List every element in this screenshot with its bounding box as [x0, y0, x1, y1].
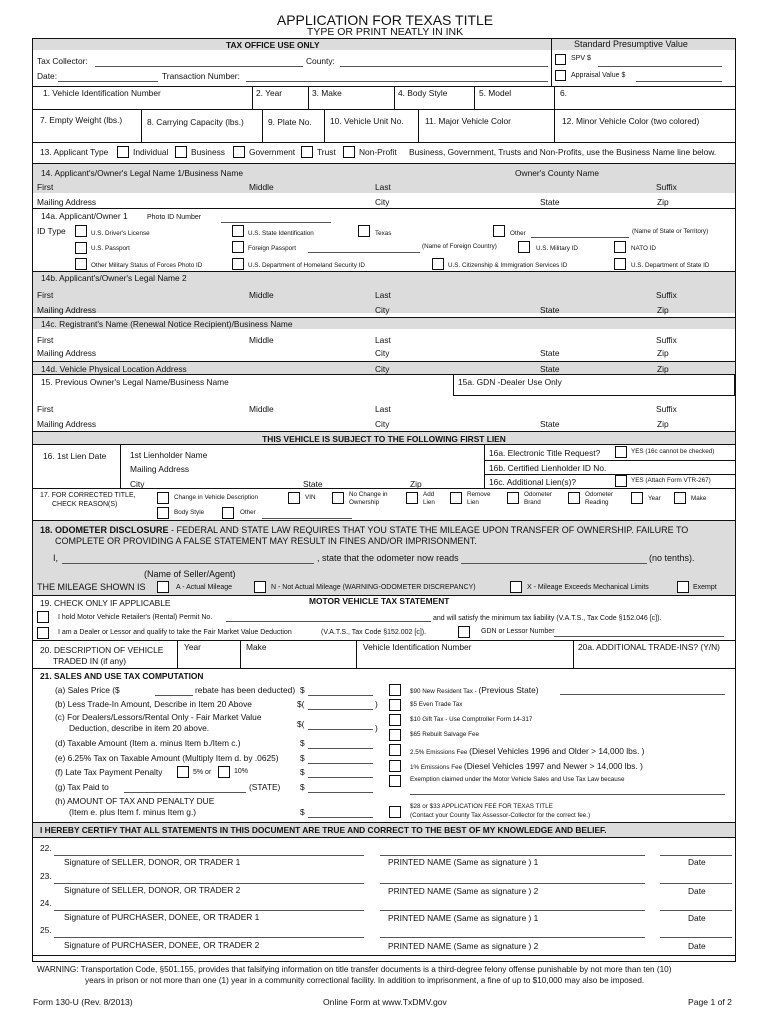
owner-zip-label: Zip — [657, 197, 669, 207]
owner-middle-label: Middle — [249, 182, 274, 192]
tax-paid-line[interactable] — [308, 792, 373, 793]
sales-price-line[interactable] — [308, 695, 373, 696]
emissions-1-checkbox[interactable] — [389, 760, 401, 772]
date-label: Date: — [37, 71, 58, 81]
seller1-printed-label: PRINTED NAME (Same as signature ) 1 — [388, 857, 539, 867]
owner-city-label: City — [375, 197, 390, 207]
dealer-label: I am a Dealer or Lessor and qualify to take the Fair Market Value Deduction — [58, 629, 292, 636]
owner-suffix-label: Suffix — [656, 182, 677, 192]
odometer-reading-line[interactable] — [461, 563, 647, 564]
sig-25-num: 25. — [40, 925, 52, 935]
add-lien-label-2: Lien — [423, 499, 435, 506]
tax-paid-label: (g) Tax Paid to — [55, 782, 109, 792]
new-resident-text: $90 New Resident Tax - — [410, 688, 477, 695]
add-lien-label-1: Add — [423, 491, 435, 498]
dealer-checkbox[interactable] — [37, 627, 49, 639]
rebuilt-salvage-checkbox[interactable] — [389, 729, 401, 741]
us-state-id-checkbox[interactable] — [232, 225, 244, 237]
owner-first-label: First — [37, 182, 54, 192]
trade-in-label-2: TRADED IN (if any) — [53, 656, 127, 666]
exemption-checkbox[interactable] — [389, 775, 401, 787]
change-desc-checkbox[interactable] — [157, 492, 169, 504]
previous-owner-label: 15. Previous Owner's Legal Name/Business Name — [41, 377, 229, 387]
dealer-vats-label: (V.A.T.S., Tax Code §152.002 [c]). — [321, 629, 427, 636]
registrant-last-label: Last — [375, 335, 391, 345]
gdn-lessor-label: GDN or Lessor Number — [481, 628, 555, 635]
appraisal-checkbox[interactable] — [555, 70, 566, 81]
fmv-dollar: $( — [297, 719, 305, 729]
penalty-line[interactable] — [308, 777, 373, 778]
registrant-mailing-label: Mailing Address — [37, 348, 97, 358]
other-label: Other — [510, 230, 526, 237]
other-correct-label: Other — [240, 509, 256, 516]
even-trade-label: $5 Even Trade Tax — [410, 701, 463, 708]
office-header: TAX OFFICE USE ONLY — [226, 40, 320, 50]
emissions-1-text: 1% Emissions Fee — [410, 764, 463, 771]
emissions-25-tail: (Diesel Vehicles 1996 and Older > 14,000 lbs. ) — [469, 746, 645, 756]
year-correct-checkbox[interactable] — [631, 492, 643, 504]
page-number: Page 1 of 2 — [688, 997, 732, 1007]
odometer-reading-label-2: Reading — [585, 499, 609, 506]
prev-first-label: First — [37, 404, 54, 414]
individual-checkbox[interactable] — [117, 146, 129, 158]
trust-checkbox[interactable] — [301, 146, 313, 158]
seller2-printed-line[interactable] — [380, 883, 645, 884]
purchaser2-signature-label: Signature of PURCHASER, DONEE, OR TRADER 2 — [64, 940, 260, 950]
seller2-printed-label: PRINTED NAME (Same as signature ) 2 — [388, 886, 539, 896]
other-state-line[interactable] — [531, 237, 629, 238]
trust-label: Trust — [317, 147, 336, 157]
purchaser2-date-label: Date — [688, 941, 706, 951]
tax-statement-header: MOTOR VEHICLE TAX STATEMENT — [309, 596, 450, 606]
additional-yes-checkbox[interactable] — [615, 475, 627, 487]
odometer-tenths: (no tenths). — [649, 553, 695, 563]
lien-zip-label: Zip — [410, 479, 422, 489]
not-actual-checkbox[interactable] — [254, 581, 266, 593]
other-military-checkbox[interactable] — [75, 258, 87, 270]
trade-vin-label: Vehicle Identification Number — [363, 642, 472, 652]
remove-lien-label-2: Lien — [467, 499, 479, 506]
fmv-label-2: Deduction, describe in item 20 above. — [69, 723, 210, 733]
rebate-line[interactable] — [155, 695, 193, 696]
actual-mileage-label: A - Actual Mileage — [176, 584, 233, 591]
lien-city-label: City — [130, 479, 145, 489]
permit-checkbox[interactable] — [37, 611, 49, 623]
taxable-amount-line[interactable] — [308, 748, 373, 749]
individual-label: Individual — [133, 147, 169, 157]
rebuilt-salvage-label: $65 Rebuilt Salvage Fee — [410, 731, 479, 738]
amount-due-dollar: $ — [300, 807, 305, 817]
permit-number-line[interactable] — [226, 621, 431, 622]
no-change-label-2: Ownership — [349, 499, 380, 506]
online-form-link[interactable]: Online Form at www.TxDMV.gov — [323, 997, 447, 1007]
sales-price-dollar: $ — [300, 685, 305, 695]
exempt-checkbox[interactable] — [677, 581, 689, 593]
emissions-1-tail: (Diesel Vehicles 1997 and Newer > 14,000 lbs. ) — [463, 761, 643, 771]
state-territory-label: (Name of State or Territory) — [632, 228, 709, 235]
county-line[interactable] — [340, 66, 548, 67]
plate-no-label: 9. Plate No. — [268, 117, 312, 127]
penalty-10-checkbox[interactable] — [218, 766, 230, 778]
transaction-line[interactable] — [246, 81, 548, 82]
other-checkbox[interactable] — [493, 225, 505, 237]
seller2-date-line[interactable] — [660, 883, 732, 884]
minor-color-label: 12. Minor Vehicle Color (two colored) — [562, 116, 700, 126]
seller2-signature-line[interactable] — [54, 883, 364, 884]
owner2-label: 14b. Applicant's/Owner's Legal Name 2 — [41, 273, 187, 283]
foreign-country-label: (Name of Foreign Country) — [422, 243, 497, 250]
owner-state-label: State — [540, 197, 560, 207]
emissions-25-checkbox[interactable] — [389, 744, 401, 756]
owner2-city-label: City — [375, 305, 390, 315]
appraisal-line[interactable] — [636, 81, 722, 82]
county-label: County: — [306, 56, 335, 66]
vin-correct-label: VIN — [305, 494, 316, 501]
trade-in-dollar: $( — [297, 699, 305, 709]
location-zip-label: Zip — [657, 364, 669, 374]
owner-mailing-label: Mailing Address — [37, 197, 97, 207]
unit-no-label: 10. Vehicle Unit No. — [330, 116, 404, 126]
emissions-25-label — [410, 747, 644, 756]
penalty-5-checkbox[interactable] — [177, 766, 189, 778]
lienholder-name-label: 1st Lienholder Name — [130, 450, 208, 460]
prev-last-label: Last — [375, 404, 391, 414]
electronic-yes-checkbox[interactable] — [615, 446, 627, 458]
foreign-country-line[interactable] — [308, 252, 420, 253]
year-correct-label: Year — [648, 495, 661, 502]
change-desc-label: Change in Vehicle Description — [174, 494, 259, 501]
penalty-10-label: 10% — [234, 768, 249, 775]
appraisal-label: Appraisal Value $ — [571, 72, 626, 79]
taxable-dollar: $ — [300, 738, 305, 748]
seller-agent-label: (Name of Seller/Agent) — [144, 569, 236, 579]
form-number: Form 130-U (Rev. 8/2013) — [33, 997, 133, 1007]
prev-city-label: City — [375, 419, 390, 429]
owner2-middle-label: Middle — [249, 290, 274, 300]
major-color-label: 11. Major Vehicle Color — [425, 116, 511, 126]
permit-label: I hold Motor Vehicle Retailer's (Rental) Permit No. — [58, 614, 213, 621]
exemption-line[interactable] — [410, 794, 725, 795]
gift-tax-checkbox[interactable] — [389, 714, 401, 726]
sales-tax-header: 21. SALES AND USE TAX COMPUTATION — [40, 671, 204, 681]
purchaser2-date-line[interactable] — [660, 937, 732, 938]
lien-header: THIS VEHICLE IS SUBJECT TO THE FOLLOWING FIRST LIEN — [262, 434, 506, 444]
location-city-label: City — [375, 364, 390, 374]
amount-due-label-2: (Item e. plus Item f. minus Item g.) — [69, 807, 197, 817]
make-correct-checkbox[interactable] — [674, 492, 686, 504]
sig-22-num: 22. — [40, 843, 52, 853]
applicant-owner1-label: 14a. Applicant/Owner 1 — [41, 211, 128, 221]
odometer-brand-label-2: Brand — [524, 499, 541, 506]
amount-due-label-1: (h) AMOUNT OF TAX AND PENALTY DUE — [55, 796, 215, 806]
government-checkbox[interactable] — [233, 146, 245, 158]
us-passport-label: U.S. Passport — [91, 245, 130, 252]
app-fee-label: $28 or $33 APPLICATION FEE FOR TEXAS TITLE — [410, 803, 553, 810]
permit-tail-label: and will satisfy the minimum tax liability (V.A.T.S., Tax Code §152.046 [c]). — [433, 615, 662, 622]
nato-checkbox[interactable] — [614, 241, 626, 253]
body-style-label: 4. Body Style — [398, 88, 448, 98]
transaction-label: Transaction Number: — [162, 71, 240, 81]
prev-state-label: State — [540, 419, 560, 429]
presumptive-header: Standard Presumptive Value — [574, 39, 688, 49]
gift-tax-label: $10 Gift Tax - Use Comptroller Form 14-317 — [410, 716, 533, 723]
us-military-label: U.S. Military ID — [536, 245, 578, 252]
registrant-middle-label: Middle — [249, 335, 274, 345]
business-checkbox[interactable] — [175, 146, 187, 158]
odometer-reading-checkbox[interactable] — [568, 492, 580, 504]
seller2-date-label: Date — [688, 886, 706, 896]
nonprofit-checkbox[interactable] — [343, 146, 355, 158]
no-change-label-1: No Change in — [349, 491, 388, 498]
tax-amount-label: (e) 6.25% Tax on Taxable Amount (Multiply Item d. by .0625) — [55, 753, 279, 763]
tax-collector-label: Tax Collector: — [37, 56, 88, 66]
body-style-checkbox[interactable] — [157, 507, 169, 519]
odometer-disclosure — [40, 526, 688, 535]
us-state-id-label: U.S. State Identification — [248, 230, 314, 237]
owner2-zip-label: Zip — [657, 305, 669, 315]
new-resident-previous: (Previous State) — [478, 685, 539, 695]
exceeds-checkbox[interactable] — [510, 581, 522, 593]
taxable-amount-label: (d) Taxable Amount (Item a. minus Item b./Item c.) — [55, 738, 241, 748]
owner2-state-label: State — [540, 305, 560, 315]
seller1-date-line[interactable] — [660, 855, 732, 856]
odometer-reading-label-1: Odometer — [585, 491, 613, 498]
us-passport-checkbox[interactable] — [75, 242, 87, 254]
purchaser1-signature-label: Signature of PURCHASER, DONEE, OR TRADER 1 — [64, 912, 260, 922]
owner2-suffix-label: Suffix — [656, 290, 677, 300]
registrant-zip-label: Zip — [657, 348, 669, 358]
new-resident-checkbox[interactable] — [389, 684, 401, 696]
tax-amount-line[interactable] — [308, 763, 373, 764]
applicant-type-note: Business, Government, Trusts and Non-Profits, use the Business Name line below. — [409, 147, 717, 157]
exemption-label: Exemption claimed under the Motor Vehicle Sales and Use Tax Law because — [410, 776, 625, 783]
warning-line-2: years in prison or not more than one (1) year in a community correctional facility. In addition to imprisonment, a fine of up to $10,000 may also be imposed. — [85, 976, 645, 985]
even-trade-checkbox[interactable] — [389, 699, 401, 711]
corrected-label-1: 17. FOR CORRECTED TITLE, — [40, 492, 136, 499]
penalty-5-label: 5% or — [193, 769, 212, 776]
spv-label: SPV $ — [571, 55, 591, 62]
odometer-state-reads: , state that the odometer now reads — [317, 553, 459, 563]
physical-location-label: 14d. Vehicle Physical Location Address — [41, 364, 187, 374]
trade-in-close-paren: ) — [375, 699, 378, 709]
owner-last-label: Last — [375, 182, 391, 192]
prev-suffix-label: Suffix — [656, 404, 677, 414]
owner-county-label: Owner's County Name — [515, 168, 599, 178]
no-change-checkbox[interactable] — [332, 492, 344, 504]
trade-in-amount-line[interactable] — [308, 709, 373, 710]
additional-trade-ins-label: 20a. ADDITIONAL TRADE-INS? (Y/N) — [578, 642, 720, 652]
rebate-label: rebate has been deducted) — [195, 685, 296, 695]
texas-checkbox[interactable] — [358, 225, 370, 237]
us-military-checkbox[interactable] — [518, 241, 530, 253]
other-military-label: Other Military Status of Forces Photo ID — [91, 262, 203, 269]
seller1-printed-line[interactable] — [380, 855, 645, 856]
vin-checkbox[interactable] — [288, 492, 300, 504]
location-state-label: State — [540, 364, 560, 374]
prev-zip-label: Zip — [657, 419, 669, 429]
sig-24-num: 24. — [40, 898, 52, 908]
owner-legal-label: 14. Applicant's/Owner's Legal Name 1/Business Name — [41, 168, 243, 178]
previous-state-line[interactable] — [560, 694, 725, 695]
date-line[interactable] — [58, 81, 158, 82]
fmv-label-1: (c) For Dealers/Lessors/Rental Only - Fair Market Value — [55, 712, 262, 722]
make-label: 3. Make — [312, 88, 342, 98]
homeland-checkbox[interactable] — [232, 258, 244, 270]
us-dl-label: U.S. Driver's License — [91, 230, 150, 237]
odometer-i: I, — [53, 553, 59, 563]
remove-lien-label-1: Remove — [467, 491, 491, 498]
business-label: Business — [191, 147, 225, 157]
owner2-last-label: Last — [375, 290, 391, 300]
actual-mileage-checkbox[interactable] — [157, 581, 169, 593]
app-fee-contact: (Contact your County Tax Assessor-Collector for the correct fee.) — [410, 812, 591, 819]
remove-lien-checkbox[interactable] — [450, 492, 462, 504]
tax-paid-state-line[interactable] — [124, 792, 246, 793]
exempt-label: Exempt — [693, 584, 717, 591]
app-fee-checkbox[interactable] — [389, 806, 401, 818]
seller2-signature-label: Signature of SELLER, DONOR, OR TRADER 2 — [64, 885, 241, 895]
us-dl-checkbox[interactable] — [75, 225, 87, 237]
warning-line-1: WARNING: Transportation Code, §501.155, provides that falsifying information on title transfer documents is a third-degree felony offense punishable by not more than ten (10) — [37, 965, 672, 974]
photo-id-label: Photo ID Number — [147, 214, 202, 221]
not-actual-label: N - Not Actual Mileage (WARNING-ODOMETER DISCREPANCY) — [271, 584, 476, 591]
new-resident-label — [410, 686, 539, 695]
exceeds-label: X - Mileage Exceeds Mechanical Limits — [527, 584, 649, 591]
trade-in-amount-label: (b) Less Trade-In Amount, Describe in Item 20 Above — [55, 699, 252, 709]
purchaser2-printed-line[interactable] — [380, 937, 645, 938]
registrant-suffix-label: Suffix — [656, 335, 677, 345]
registrant-city-label: City — [375, 348, 390, 358]
tax-paid-dollar: $ — [300, 782, 305, 792]
odometer-brand-label-1: Odometer — [524, 491, 552, 498]
trade-in-label-1: 20. DESCRIPTION OF VEHICLE — [40, 645, 164, 655]
applicant-type-label: 13. Applicant Type — [40, 147, 109, 157]
lien-state-label: State — [303, 479, 323, 489]
seller1-date-label: Date — [688, 857, 706, 867]
spv-line[interactable] — [598, 66, 722, 67]
odometer-text1: - FEDERAL AND STATE LAW REQUIRES THAT YOU STATE THE MILEAGE UPON TRANSFER OF OWNERSHIP. FAILURE TO — [168, 525, 689, 535]
electronic-yes-label: YES (16c cannot be checked) — [631, 448, 715, 455]
nato-label: NATO ID — [631, 245, 656, 252]
trade-make-label: Make — [246, 642, 267, 652]
odometer-brand-checkbox[interactable] — [507, 492, 519, 504]
mileage-shown-label: THE MILEAGE SHOWN IS — [37, 582, 146, 592]
model-label: 5. Model — [479, 88, 512, 98]
odometer-title: 18. ODOMETER DISCLOSURE — [40, 525, 169, 535]
purchaser2-signature-line[interactable] — [54, 937, 364, 938]
seller1-signature-label: Signature of SELLER, DONOR, OR TRADER 1 — [64, 857, 241, 867]
lien-mailing-label: Mailing Address — [130, 464, 190, 474]
form-title: APPLICATION FOR TEXAS TITLE — [276, 12, 494, 28]
foreign-passport-checkbox[interactable] — [232, 241, 244, 253]
corrected-label-2: CHECK REASON(S) — [52, 501, 118, 508]
emissions-1-label — [410, 762, 643, 771]
citizenship-label: U.S. Citizenship & Immigration Services ID — [448, 262, 568, 269]
prev-middle-label: Middle — [249, 404, 274, 414]
registrant-first-label: First — [37, 335, 54, 345]
nonprofit-label: Non-Profit — [359, 147, 397, 157]
gdn-label: 15a. GDN -Dealer Use Only — [458, 377, 562, 387]
additional-lien-label: 16c. Additional Lien(s)? — [489, 477, 577, 487]
id-type-label: ID Type — [37, 226, 66, 236]
purchaser1-printed-label: PRINTED NAME (Same as signature ) 1 — [388, 913, 539, 923]
emissions-25-text: 2.5% Emissions Fee — [410, 749, 468, 756]
homeland-label: U.S. Department of Homeland Security ID — [248, 262, 365, 269]
vin-label: 1. Vehicle Identification Number — [43, 88, 161, 98]
amount-due-line[interactable] — [308, 817, 373, 818]
registrant-label: 14c. Registrant's Name (Renewal Notice Recipient)/Business Name — [41, 319, 293, 329]
purchaser2-printed-label: PRINTED NAME (Same as signature ) 2 — [388, 941, 539, 951]
tax-collector-line[interactable] — [95, 66, 303, 67]
certified-lienholder-label: 16b. Certified Lienholder ID No. — [489, 463, 607, 473]
odometer-text2: COMPLETE OR PROVIDING A FALSE STATEMENT MAY RESULT IN FINES AND/OR IMPRISONMENT. — [55, 536, 477, 546]
purchaser1-date-label: Date — [688, 913, 706, 923]
prev-mailing-label: Mailing Address — [37, 419, 97, 429]
dept-state-label: U.S. Department of State ID — [631, 262, 710, 269]
trade-year-label: Year — [184, 642, 201, 652]
gdn-lessor-line[interactable] — [554, 636, 724, 637]
purchaser1-signature-line[interactable] — [54, 910, 364, 911]
additional-yes-label: YES (Attach Form VTR-267) — [631, 477, 711, 484]
citizenship-checkbox[interactable] — [432, 258, 444, 270]
penalty-dollar: $ — [300, 767, 305, 777]
photo-id-line[interactable] — [221, 222, 331, 223]
body-style-correct-label: Body Style — [174, 509, 205, 516]
purchaser1-date-line[interactable] — [660, 910, 732, 911]
owner2-mailing-label: Mailing Address — [37, 305, 97, 315]
carrying-capacity-label: 8. Carrying Capacity (lbs.) — [147, 117, 244, 127]
year-label: 2. Year — [256, 88, 283, 98]
electronic-title-label: 16a. Electronic Title Request? — [489, 448, 601, 458]
tax-paid-state-label: (STATE) — [249, 782, 281, 792]
fmv-line[interactable] — [308, 729, 373, 730]
dept-state-checkbox[interactable] — [614, 258, 626, 270]
owner2-first-label: First — [37, 290, 54, 300]
tax-amount-dollar: $ — [300, 753, 305, 763]
certify-statement: I HEREBY CERTIFY THAT ALL STATEMENTS IN THIS DOCUMENT ARE TRUE AND CORRECT TO THE BEST OF MY KNOWLEDGE AND BELIEF. — [40, 825, 607, 835]
purchaser1-printed-line[interactable] — [380, 910, 645, 911]
check-applicable-label: 19. CHECK ONLY IF APPLICABLE — [40, 598, 171, 608]
other-correct-line[interactable] — [262, 518, 352, 519]
add-lien-checkbox[interactable] — [406, 492, 418, 504]
late-penalty-label: (f) Late Tax Payment Penalty — [55, 767, 163, 777]
sig-23-num: 23. — [40, 871, 52, 881]
fmv-close-paren: ) — [375, 723, 378, 733]
sales-price-label: (a) Sales Price ($ — [55, 685, 120, 695]
registrant-state-label: State — [540, 348, 560, 358]
spv-checkbox[interactable] — [555, 54, 566, 65]
make-correct-label: Make — [691, 495, 707, 502]
lien-date-label: 16. 1st Lien Date — [43, 451, 107, 461]
texas-label: Texas — [375, 230, 392, 237]
other-correct-checkbox[interactable] — [222, 507, 234, 519]
government-label: Government — [249, 147, 296, 157]
item6-label: 6. — [560, 88, 567, 98]
empty-weight-label: 7. Empty Weight (lbs.) — [40, 115, 123, 125]
gdn-lessor-checkbox[interactable] — [458, 626, 470, 638]
foreign-passport-label: Foreign Passport — [248, 245, 296, 252]
seller1-signature-line[interactable] — [54, 855, 364, 856]
form-subtitle: TYPE OR PRINT NEATLY IN INK — [306, 26, 464, 38]
seller-name-line[interactable] — [62, 563, 314, 564]
